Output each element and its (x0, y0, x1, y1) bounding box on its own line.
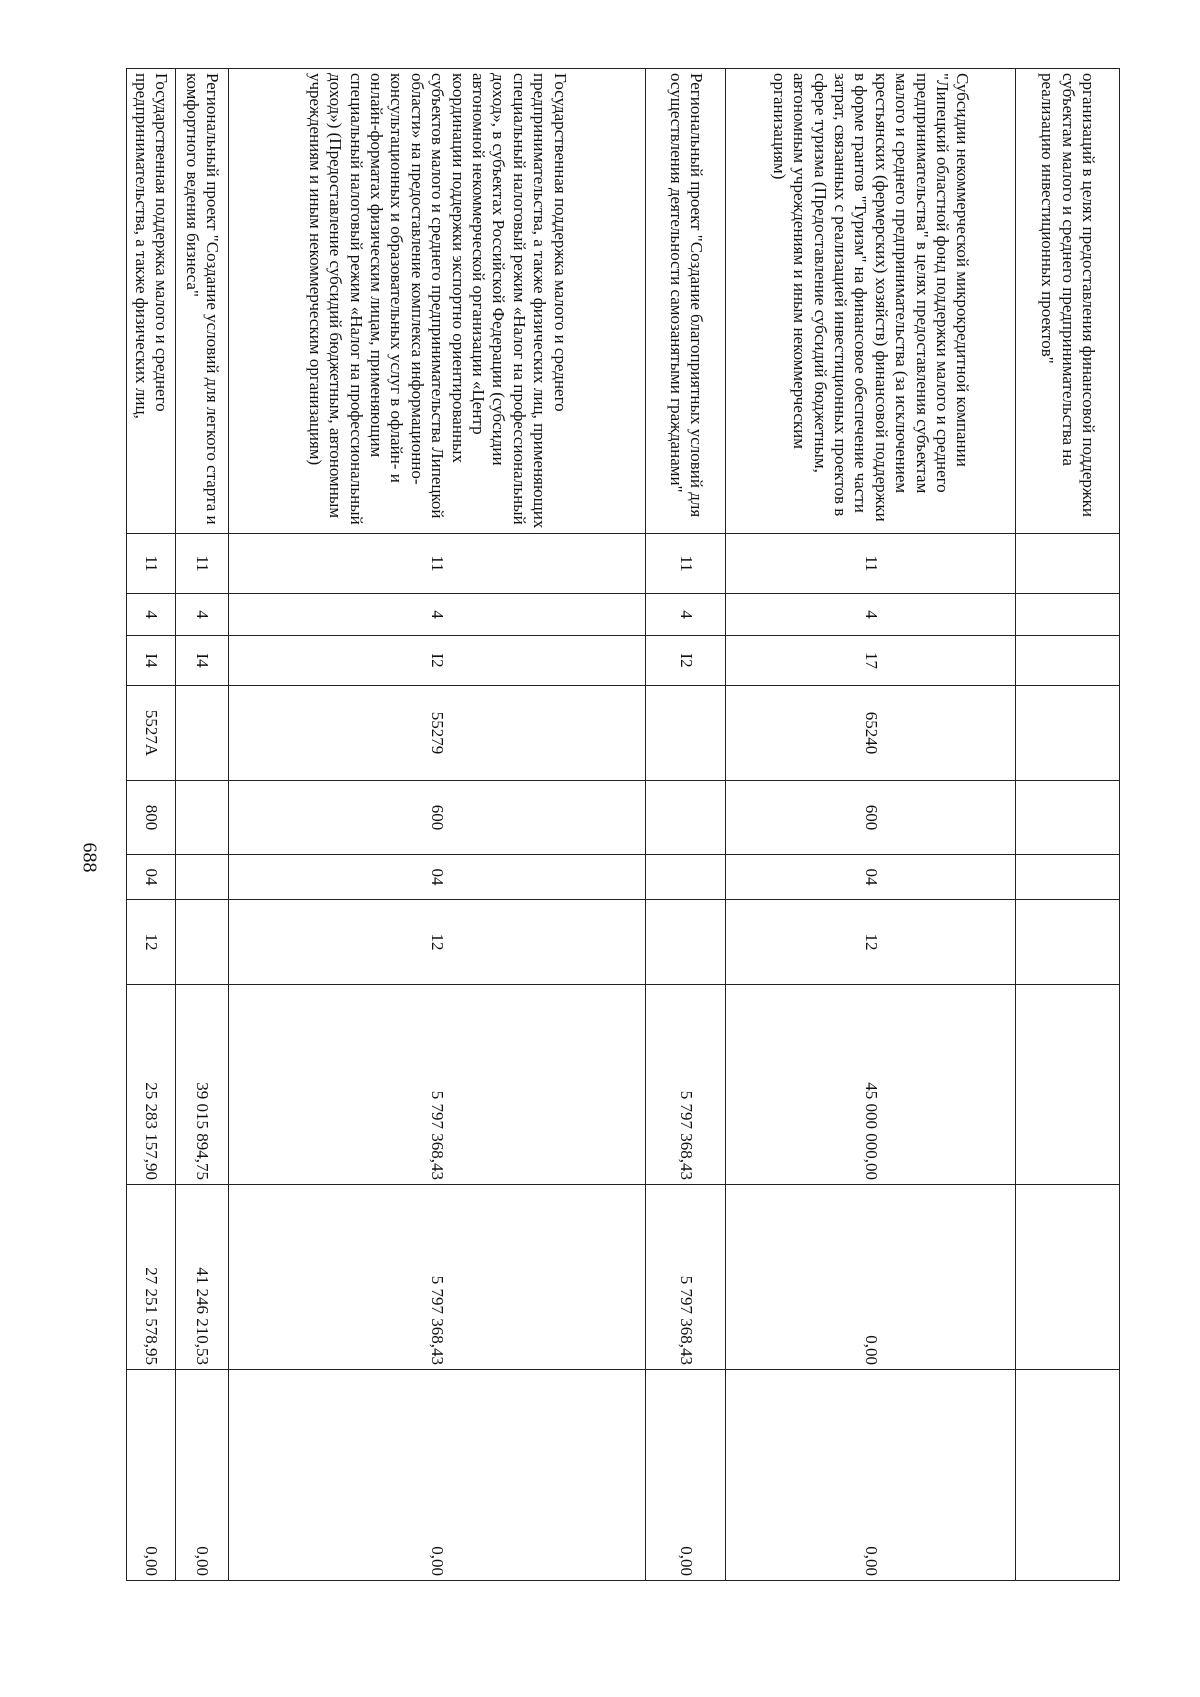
cell-code-3: 17 (725, 636, 1015, 686)
row-name: Региональный проект "Создание условий для легкого старта и комфортного ведения бизнеса" (175, 69, 228, 534)
cell-value-2: 5 797 368,43 (646, 1185, 726, 1370)
cell-code-5 (1015, 781, 1119, 855)
cell-code-3: I2 (228, 636, 645, 686)
row-name: Государственная поддержка малого и среднего предпринимательства, а также физических лиц, (127, 69, 176, 534)
cell-value-1: 5 797 368,43 (228, 985, 645, 1185)
cell-code-2: 4 (228, 594, 645, 636)
row-name: организаций в целях предоставления финансовой поддержки субъектам малого и среднего предпринимательства на реализацию инвестиционных проектов" (1015, 69, 1119, 534)
cell-code-3: I4 (127, 636, 176, 686)
cell-code-2: 4 (127, 594, 176, 636)
cell-code-4 (646, 686, 726, 781)
table-row (725, 69, 1015, 1581)
cell-code-1 (1015, 534, 1119, 594)
cell-value-1: 5 797 368,43 (646, 985, 726, 1185)
table-row (1015, 69, 1119, 1581)
table-row (127, 69, 176, 1581)
cell-code-7 (1015, 900, 1119, 985)
cell-value-3: 0,00 (646, 1370, 726, 1581)
cell-code-4 (1015, 686, 1119, 781)
cell-code-2 (1015, 594, 1119, 636)
cell-value-3: 0,00 (175, 1370, 228, 1581)
cell-code-6: 04 (725, 855, 1015, 900)
cell-code-1: 11 (228, 534, 645, 594)
cell-code-3 (1015, 636, 1119, 686)
cell-value-2 (1015, 1185, 1119, 1370)
cell-code-1: 11 (725, 534, 1015, 594)
table-row (646, 69, 726, 1581)
cell-code-6 (175, 855, 228, 900)
cell-code-5: 800 (127, 781, 176, 855)
cell-value-1: 25 283 157,90 (127, 985, 176, 1185)
cell-code-6 (1015, 855, 1119, 900)
cell-value-2: 5 797 368,43 (228, 1185, 645, 1370)
cell-code-2: 4 (725, 594, 1015, 636)
cell-code-7: 12 (725, 900, 1015, 985)
cell-code-4 (175, 686, 228, 781)
table-row (228, 69, 645, 1581)
cell-code-4: 65240 (725, 686, 1015, 781)
cell-value-2: 27 251 578,95 (127, 1185, 176, 1370)
table-wrapper (126, 68, 1120, 1580)
cell-value-2: 0,00 (725, 1185, 1015, 1370)
cell-code-3: I4 (175, 636, 228, 686)
cell-value-3: 0,00 (127, 1370, 176, 1581)
cell-code-1: 11 (646, 534, 726, 594)
cell-code-6: 04 (228, 855, 645, 900)
rotated-table-container (126, 68, 1120, 1580)
cell-value-2: 41 246 210,53 (175, 1185, 228, 1370)
cell-code-2: 4 (175, 594, 228, 636)
cell-value-3 (1015, 1370, 1119, 1581)
cell-code-1: 11 (175, 534, 228, 594)
row-name: Региональный проект "Создание благоприятных условий для осуществления деятельности самозанятыми гражданами" (646, 69, 726, 534)
cell-code-4: 5527A (127, 686, 176, 781)
cell-value-1 (1015, 985, 1119, 1185)
cell-code-6: 04 (127, 855, 176, 900)
cell-code-4: 55279 (228, 686, 645, 781)
row-name: Субсидии некоммерческой микрокредитной компании "Липецкий областной фонд поддержки малого и среднего предпринимательства" в целях предоставления субъектам малого и среднего предпринимательства (за исключением крестьянских (фермерских) хозяйств) финансовой поддержки в форме грантов "Туризм" на финансовое обеспечение части затрат, связанных с реализацией инвестиционных проектов в сфере туризма (Предоставление субсидий бюджетным, автономным учреждениям и иным некоммерческим организациям) (725, 69, 1015, 534)
cell-code-3: I2 (646, 636, 726, 686)
cell-code-1: 11 (127, 534, 176, 594)
cell-code-5: 600 (228, 781, 645, 855)
cell-code-2: 4 (646, 594, 726, 636)
cell-value-3: 0,00 (725, 1370, 1015, 1581)
row-name: Государственная поддержка малого и среднего предпринимательства, а также физических лиц, применяющих специальный налоговый режим «Налог на профессиональный доход», в субъектах Российской Федерации (субсидии автономной некоммерческой организации «Центр координации поддержки экспортно ориентированных субъектов малого и среднего предпринимательства Липецкой области» на предоставление комплекса информационно-консультационных и образовательных услуг в офлайн- и онлайн-форматах физическим лицам, применяющим специальный налоговый режим «Налог на профессиональный доход») (Предоставление субсидий бюджетным, автономным учреждениям и иным некоммерческим организациям) (228, 69, 645, 534)
cell-code-5 (175, 781, 228, 855)
cell-code-7 (175, 900, 228, 985)
cell-code-7: 12 (127, 900, 176, 985)
budget-table (126, 68, 1120, 1581)
cell-value-1: 39 015 894,75 (175, 985, 228, 1185)
table-row (175, 69, 228, 1581)
cell-code-7: 12 (228, 900, 645, 985)
cell-value-3: 0,00 (228, 1370, 645, 1581)
cell-code-5: 600 (725, 781, 1015, 855)
page-number: 688 (78, 842, 101, 873)
cell-code-6 (646, 855, 726, 900)
cell-value-1: 45 000 000,00 (725, 985, 1015, 1185)
cell-code-7 (646, 900, 726, 985)
cell-code-5 (646, 781, 726, 855)
